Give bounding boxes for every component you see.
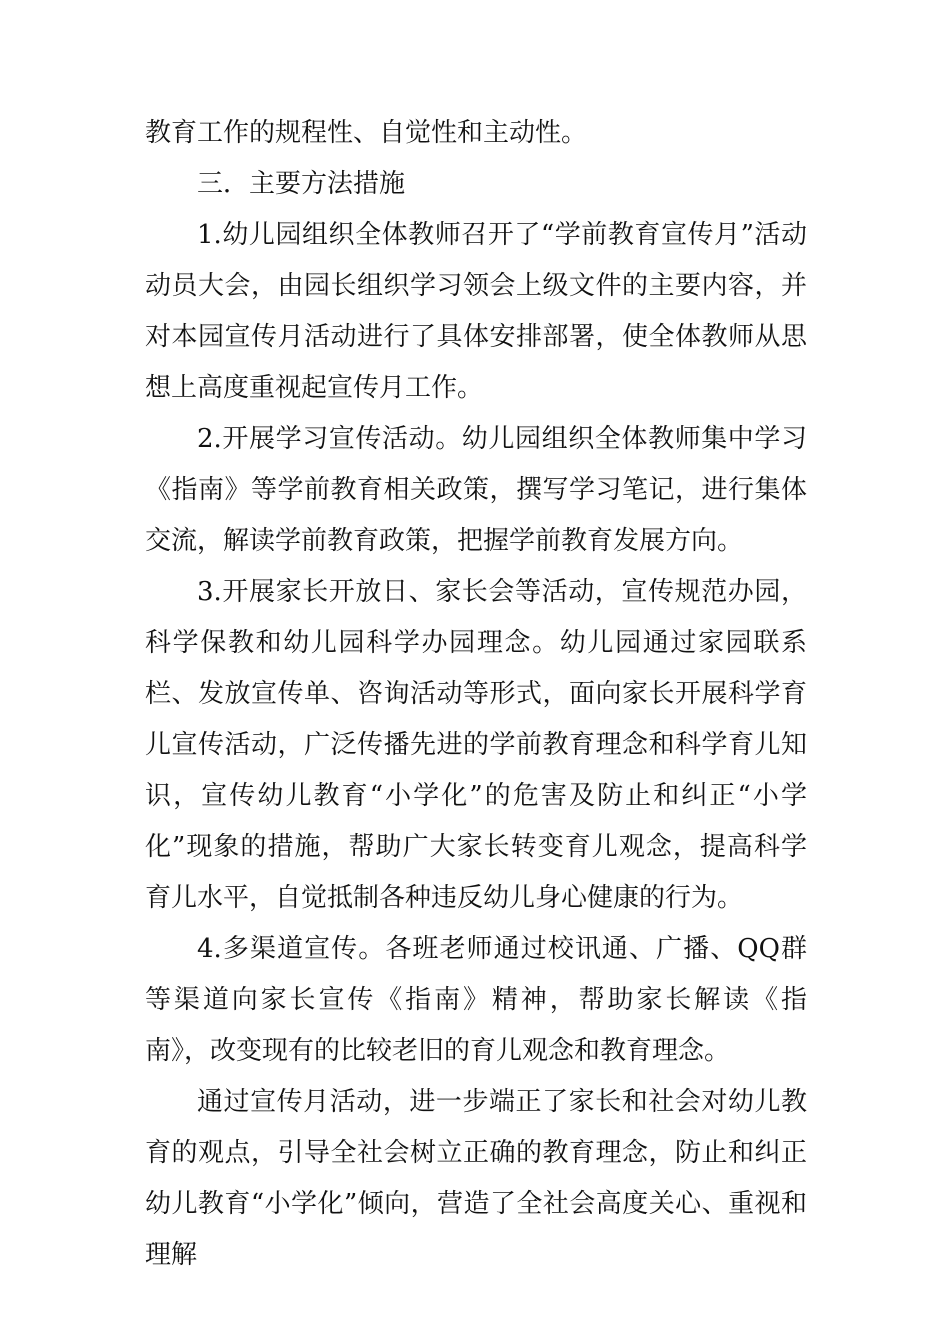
paragraph-item-2: 2.开展学习宣传活动。幼儿园组织全体教师集中学习《指南》等学前教育相关政策，撰写学习笔记，进行集体交流，解读学前教育政策，把握学前教育发展方向。 xyxy=(145,424,807,556)
document-body xyxy=(145,108,807,1281)
paragraph-item-1: 1.幼儿园组织全体教师召开了“学前教育宣传月”活动动员大会，由园长组织学习领会上级文件的主要内容，并对本园宣传月活动进行了具体安排部署，使全体教师从思想上高度重视起宣传月工作。 xyxy=(145,220,807,403)
paragraph-continuation: 教育工作的规程性、自觉性和主动性。 xyxy=(145,118,588,148)
paragraph-item-4: 4.多渠道宣传。各班老师通过校讯通、广播、QQ群等渠道向家长宣传《指南》精神，帮助家长解读《指南》，改变现有的比较老旧的育儿观念和教育理念。 xyxy=(145,934,807,1066)
paragraph-item-3: 3.开展家长开放日、家长会等活动，宣传规范办园，科学保教和幼儿园科学办园理念。幼儿园通过家园联系栏、发放宣传单、咨询活动等形式，面向家长开展科学育儿宣传活动，广泛传播先进的学前教育理念和科学育儿知识，宣传幼儿教育“小学化”的危害及防止和纠正“小学化”现象的措施，帮助广大家长转变育儿观念，提高科学育儿水平，自觉抵制各种违反幼儿身心健康的行为。 xyxy=(145,577,807,913)
section-heading: 三．主要方法措施 xyxy=(197,169,406,199)
paragraph-summary: 通过宣传月活动，进一步端正了家长和社会对幼儿教育的观点，引导全社会树立正确的教育理念，防止和纠正幼儿教育“小学化”倾向，营造了全社会高度关心、重视和理解 xyxy=(145,1087,807,1270)
